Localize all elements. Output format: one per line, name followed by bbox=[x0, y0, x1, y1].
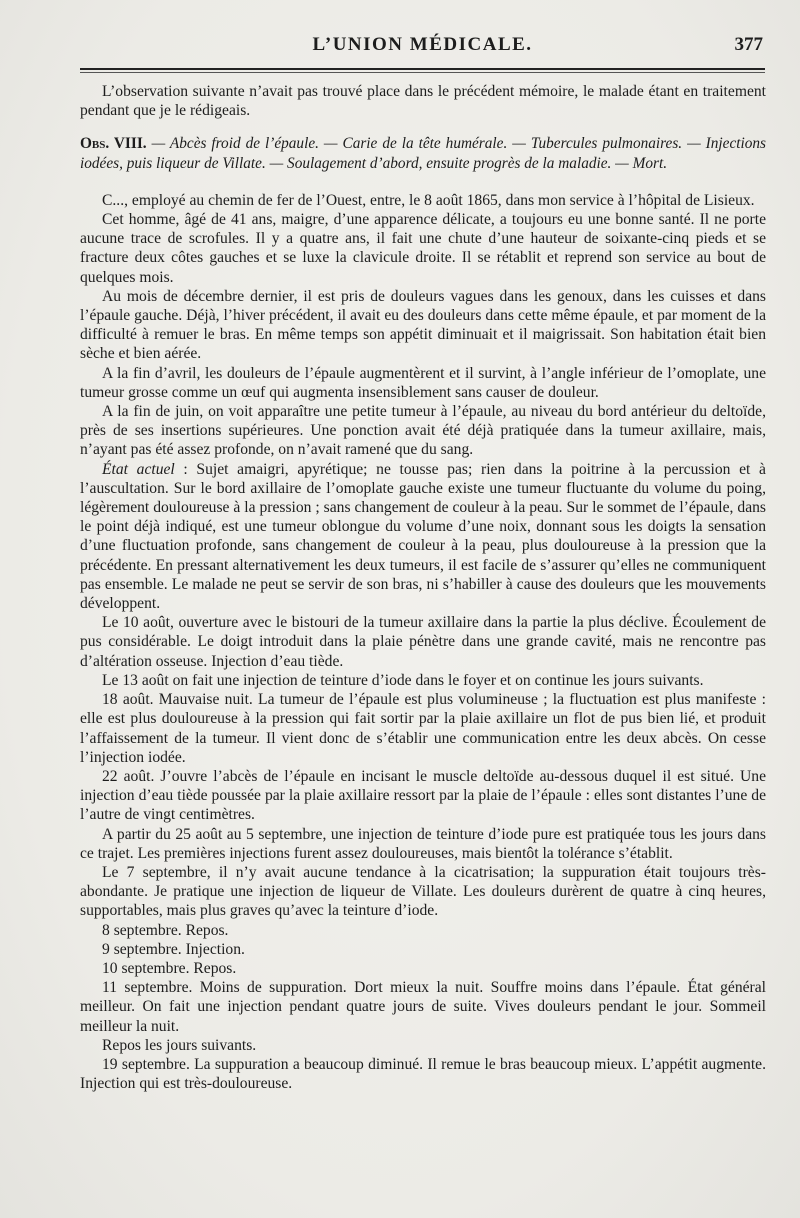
document-body bbox=[80, 82, 766, 1093]
paragraph: 22 août. J’ouvre l’abcès de l’épaule en incisant le muscle deltoïde au-dessous duquel il est situé. Une injection d’eau tiède poussée par la plaie axillaire ressort par la plaie de l’épaule : elles sont distantes l’une de l’autre de vingt centimètres. bbox=[80, 767, 766, 824]
paragraph: 8 septembre. Repos. bbox=[102, 921, 229, 939]
etat-actuel-paragraph bbox=[80, 460, 766, 614]
paragraph: 9 septembre. Injection. bbox=[102, 940, 245, 958]
paragraph: Le 10 août, ouverture avec le bistouri de la tumeur axillaire dans la partie la plus déclive. Écoulement de pus considérable. Le doigt introduit dans la plaie pénètre dans une grande cavité, mais ne rencontre pas d’altération osseuse. Injection d’eau tiède. bbox=[80, 614, 766, 670]
etat-actuel-text: : Sujet amaigri, apyrétique; ne tousse pas; rien dans la poitrine à la percussion et à l’auscultation. Sur le bord axillaire de l’omoplate gauche existe une tumeur fluctuante du volume du poing, légèrement douloureuse à la pression ; sans changement de couleur à la peau. Sur le sommet de l’épaule, dans le point déjà indiqué, est une tumeur oblongue du volume d’une noix, donnant sous les doigts la sensation d’une fluctuation profonde, sans changement de couleur à la peau, plus douloureuse à la pression que la précédente. En pressant alternativement les deux tumeurs, il est facile de s’assurer qu’elles ne communiquent pas ensemble. Le malade ne peut se servir de son bras, ni s’habiller à cause des douleurs que les mouvements développent. bbox=[80, 460, 766, 613]
paragraph: 18 août. Mauvaise nuit. La tumeur de l’épaule est plus volumineuse ; la fluctuation est plus manifeste : elle est plus douloureuse à la pression qui fait sortir par la plaie axillaire un flot de pus bien lié, et produit l’affaissement de la tumeur. Il vient donc de s’établir une communication entre les deux abcès. On cesse l’injection iodée. bbox=[80, 691, 766, 766]
paragraph: C..., employé au chemin de fer de l’Ouest, entre, le 8 août 1865, dans mon service à l’hôpital de Lisieux. bbox=[102, 191, 755, 209]
page-header bbox=[80, 30, 765, 64]
paragraph: 10 septembre. Repos. bbox=[102, 959, 237, 977]
paragraph: A la fin d’avril, les douleurs de l’épaule augmentèrent et il survint, à l’angle inférieur de l’omoplate, une tumeur grosse comme un œuf qui augmenta insensiblement sans causer de douleur. bbox=[80, 364, 766, 401]
paragraph: A la fin de juin, on voit apparaître une petite tumeur à l’épaule, au niveau du bord antérieur du deltoïde, près de ses insertions supérieures. Une ponction avait été déjà pratiquée dans la tumeur axillaire, mais, n’ayant pas été assez profonde, on n’avait ramené que du sang. bbox=[80, 403, 766, 459]
paragraph: Le 13 août on fait une injection de teinture d’iode dans le foyer et on continue les jours suivants. bbox=[102, 671, 704, 689]
running-title: L’UNION MÉDICALE. bbox=[312, 34, 533, 55]
etat-actuel-label: État actuel bbox=[102, 460, 175, 478]
observation-label: Obs. VIII. bbox=[80, 135, 147, 153]
paragraph: 19 septembre. La suppuration a beaucoup diminué. Il remue le bras beaucoup mieux. L’appétit augmente. Injection qui est très-douloureuse. bbox=[80, 1055, 766, 1093]
paragraph: Repos les jours suivants. bbox=[102, 1036, 257, 1054]
paragraph: Cet homme, âgé de 41 ans, maigre, d’une apparence délicate, a toujours eu une bonne santé. Il ne porte aucune trace de scrofules. Il y a quatre ans, il fait une chute d’une hauteur de soixante-cinq pieds et se fracture deux côtes gauches et se luxe la clavicule droite. Il se rétablit et reprend son service au bout de quelques mois. bbox=[80, 211, 766, 286]
paragraph: Le 7 septembre, il n’y avait aucune tendance à la cicatrisation; la suppuration était toujours très-abondante. Je pratique une injection de liqueur de Villate. Les douleurs durèrent de quatre à cinq heures, supportables, mais plus graves qu’avec la teinture d’iode. bbox=[80, 863, 766, 920]
paragraph: 11 septembre. Moins de suppuration. Dort mieux la nuit. Souffre moins dans l’épaule. État général meilleur. On fait une injection pendant quatre jours de suite. Vives douleurs pendant le jour. Sommeil meilleur la nuit. bbox=[80, 979, 766, 1035]
observation-title: — Abcès froid de l’épaule. — Carie de la tête humérale. — Tubercules pulmonaires. — Injections iodées, puis liqueur de Villate. — Soulagement d’abord, ensuite progrès de la maladie. — Mort. bbox=[80, 135, 766, 172]
header-rule bbox=[80, 68, 765, 70]
paragraph: A partir du 25 août au 5 septembre, une injection de teinture d’iode pure est pratiquée tous les jours dans ce trajet. Les premières injections furent assez douloureuses, mais bientôt la tolérance s’établit. bbox=[80, 825, 766, 862]
intro-paragraph: L’observation suivante n’avait pas trouvé place dans le précédent mémoire, le malade étant en traitement pendant que je le rédigeais. bbox=[80, 83, 766, 120]
paragraph: Au mois de décembre dernier, il est pris de douleurs vagues dans les genoux, dans les cuisses et dans l’épaule gauche. Déjà, l’hiver précédent, il avait eu des douleurs dans cette même épaule, et par moment de la difficulté à remuer le bras. En même temps son appétit diminuait et il maigrissait. Son habitation était bien sèche et bien aérée. bbox=[80, 287, 766, 363]
page-number: 377 bbox=[734, 34, 763, 55]
observation-heading bbox=[80, 134, 766, 172]
header-rule-thin bbox=[80, 72, 765, 73]
